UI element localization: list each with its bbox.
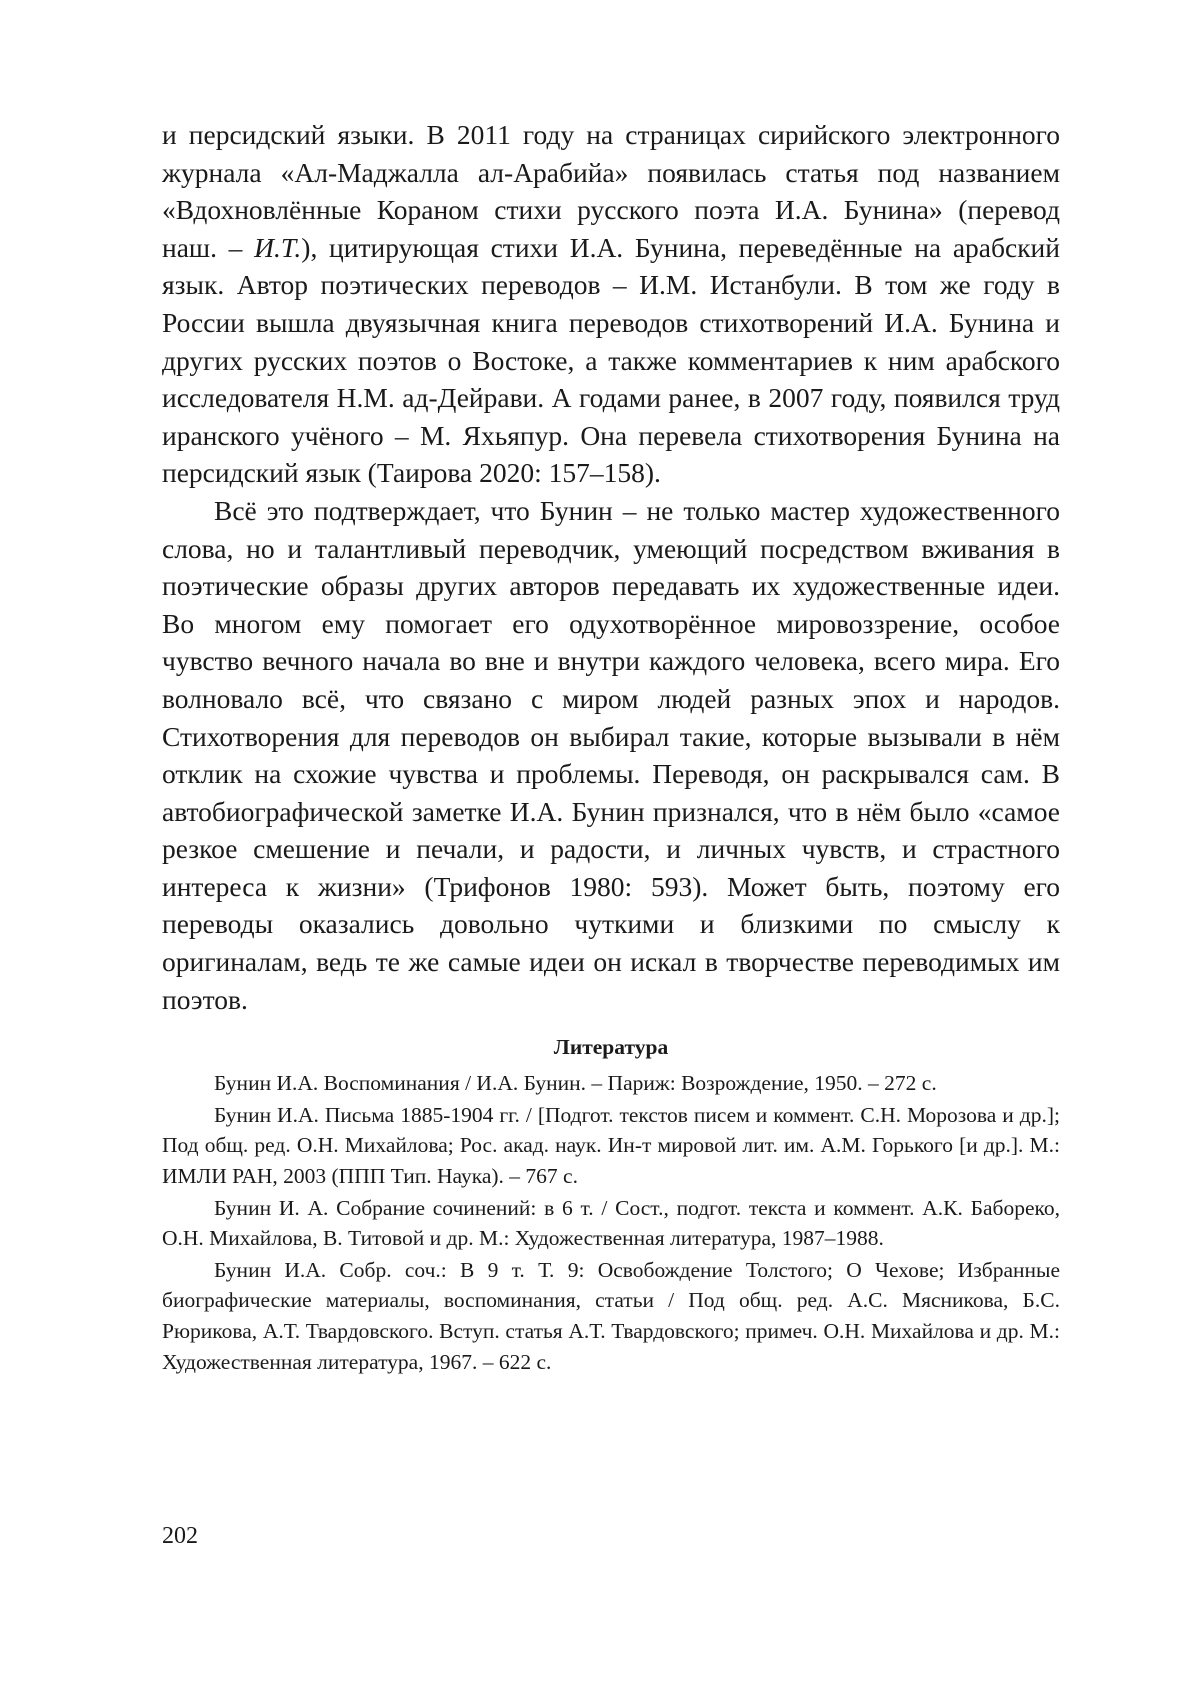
paragraph-text: ), цитирующая стихи И.А. Бунина, переведённые на арабский язык. Автор поэтических переводов – И.М. Истанбули. В том же году в России вышла двуязычная книга переводов стихотворений И.А. Бунина и других русских поэтов о Востоке, а также комментариев к ним арабского исследователя Н.М. ад-Дейрави. А годами ранее, в 2007 году, появился труд иранского учёного – М. Яхьяпур. Она перевела стихотворения Бунина на персидский язык (Таирова 2020: 157–158). [162, 232, 1060, 489]
page-number: 202 [162, 1523, 198, 1550]
page-content [162, 116, 1060, 1378]
paragraph-text: и персидский языки. В 2011 году на страницах сирийского электронного журнала «Ал-Маджалла ал-Арабийа» появилась статья под названием «Вдохновлённые Кораном стихи русского поэта И.А. Бунина» (перевод наш. – [162, 119, 1060, 263]
body-paragraph: Всё это подтверждает, что Бунин – не только мастер художественного слова, но и талантливый переводчик, умеющий посредством вживания в поэтические образы других авторов передавать их художественные идеи. Во многом ему помогает его одухотворённое мировоззрение, особое чувство вечного начала во вне и внутри каждого человека, всего мира. Его волновало всё, что связано с миром людей разных эпох и народов. Стихотворения для переводов он выбирал такие, которые вызывали в нём отклик на схожие чувства и проблемы. Переводя, он раскрывался сам. В автобиографической заметке И.А. Бунин признался, что в нём было «самое резкое смешение и печали, и радости, и личных чувств, и страстного интереса к жизни» (Трифонов 1980: 593). Может быть, поэтому его переводы оказались довольно чуткими и близкими по смыслу к оригиналам, ведь те же самые идеи он искал в творчестве переводимых им поэтов. [162, 492, 1060, 1018]
reference-item: Бунин И.А. Воспоминания / И.А. Бунин. – Париж: Возрождение, 1950. – 272 с. [162, 1068, 1060, 1099]
author-initials: И.Т. [254, 232, 301, 263]
reference-item: Бунин И.А. Собр. соч.: В 9 т. Т. 9: Освобождение Толстого; О Чехове; Избранные биографические материалы, воспоминания, статьи / Под общ. ред. А.С. Мясникова, Б.С. Рюрикова, А.Т. Твардовского. Вступ. статья А.Т. Твардовского; примеч. О.Н. Михайлова и др. М.: Художественная литература, 1967. – 622 с. [162, 1255, 1060, 1377]
reference-item: Бунин И.А. Письма 1885-1904 гг. / [Подгот. текстов писем и коммент. С.Н. Морозова и др.]; Под общ. ред. О.Н. Михайлова; Рос. акад. наук. Ин-т мировой лит. им. А.М. Горького [и др.]. М.: ИМЛИ РАН, 2003 (ППП Тип. Наука). – 767 с. [162, 1100, 1060, 1192]
references-heading: Литература [162, 1032, 1060, 1062]
reference-item: Бунин И. А. Собрание сочинений: в 6 т. / Сост., подгот. текста и коммент. А.К. Бабореко, О.Н. Михайлова, В. Титовой и др. М.: Художественная литература, 1987–1988. [162, 1193, 1060, 1254]
body-paragraph [162, 116, 1060, 492]
